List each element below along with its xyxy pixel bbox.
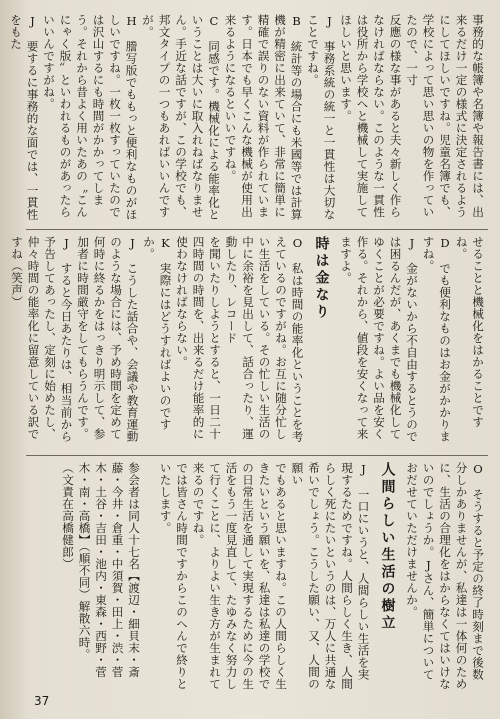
section-heading: 人間らしい生活の樹立: [379, 462, 396, 632]
text-column: J 金がないから不自由するとうのでは困るんだが、あくまでも機械化してゆくことが必要ですね。よい品を安く作る。それから、値段を安くなって来ますよ。: [339, 236, 419, 443]
text-column: D でも便利なものはお金がかかりますね。: [421, 236, 452, 443]
text-column: せることと機械化をはかることですね。: [454, 236, 485, 428]
text-column: J 要するに事務的な面では、一貫性をもた: [9, 14, 40, 221]
page-number: 37: [34, 694, 50, 708]
text-tier-middle: [10, 236, 486, 448]
text-column: 事務的な帳簿や名簿や報告書には、出来るだけ一定の様式に決定されるようにしてほしいですね。児童名簿でも、学校によって思い思いの物を作っていたので、一寸: [405, 14, 485, 218]
text-tier-bottom: [28, 462, 486, 692]
text-column: では皆さん時間ですからこのへんで終りといたします。: [158, 462, 189, 690]
text-column: O そうすると予定の終了時刻まで後数分しかありませんが、私達は一体何のために、生活の合理化をはからなくてはいけないのでしょうか。Jさん、簡単についておだせていただけませんか。: [405, 462, 485, 690]
text-column: J すると今日あたりは、相当前から予告してあったし、定刻に始めたし、仲々時間の能率化に留意している訳ですね（笑声）: [10, 236, 74, 443]
text-column: J 一口にいうと、人間らしい生活を実現するためですね。人間らしく生き、人間らしく死にたいというのは、万人に共通な希いでしょう。こうした願い、又、人間の願い: [290, 462, 371, 690]
text-column: J 事務系統の統一と一貫性は大切なことですね。: [306, 14, 337, 221]
section-heading: 時は金なり: [313, 236, 330, 321]
tier-divider: [26, 229, 488, 230]
text-column: 反應の様な事があると夫々新しく作らなければならない。このような一貫性は役所から学校へと機械して実施してほしいと思います。: [339, 14, 403, 218]
text-column: K 実際にはどうすればよいのですか。: [142, 236, 173, 431]
text-column: H 謄写版でももっと便利なものがほしいですね。一枚一枚すっていたのでは沢山するにも時間がかかってしまう。それから昔よく用いたあの〝こんにゃく版〟といわれるものがあったらいいんですがね。: [42, 14, 139, 221]
tier-divider: [26, 455, 488, 456]
text-column: J こうした話合や、会議や教育運動のような場合には、予め時間を定めて何時に終るかをはっきり明示して、参加者に時間厳守をしてもらうんです。: [76, 236, 140, 443]
text-column: でもあると思いますね。この人間らしく生きたいという願いを、私達は私達の学校での日常生活を通して実現するために今の生活をもう一度見直して、たゆみなく努力して行くことに、よりよい生き方が生まれて来るのですね。: [191, 462, 288, 690]
editor-credit: （文責在高橋健郎）: [61, 462, 75, 570]
text-column: を聞いたりしようとすると、一日二十四時間の時間を、出来るだけ能率的に使わなければならない。: [175, 236, 222, 440]
text-column: B 統計等の場合にも米國等では計算機が精密に出来ていて、非常に簡単に精確で誤りのない資料が作られています。日本でも早くこんな機械が使用出来るようになるといいですね。: [223, 14, 304, 221]
participants-note: 参会者は同人十七名【渡辺・細貝末・斎藤・今井・倉重・中須賀・田上・渋・菅木・土谷・吉田・池内・東森・西野・菅木・南・高橋】（順不同）解散六時。: [77, 462, 141, 678]
text-column: O 私は時間の能率化ということを考えているのですがね。お互に随分忙しい生活をしている。その忙しい生活の中に余裕を見出して、話合ったり、運動したり、レコード: [224, 236, 305, 443]
text-column: C 同感です。機械化による能率化ということは大いに取入れねばなりません。手近な話ですが、この学校でも、邦文タイプの一つもあればいいんですが。: [141, 14, 221, 221]
text-tier-top: [9, 14, 486, 222]
